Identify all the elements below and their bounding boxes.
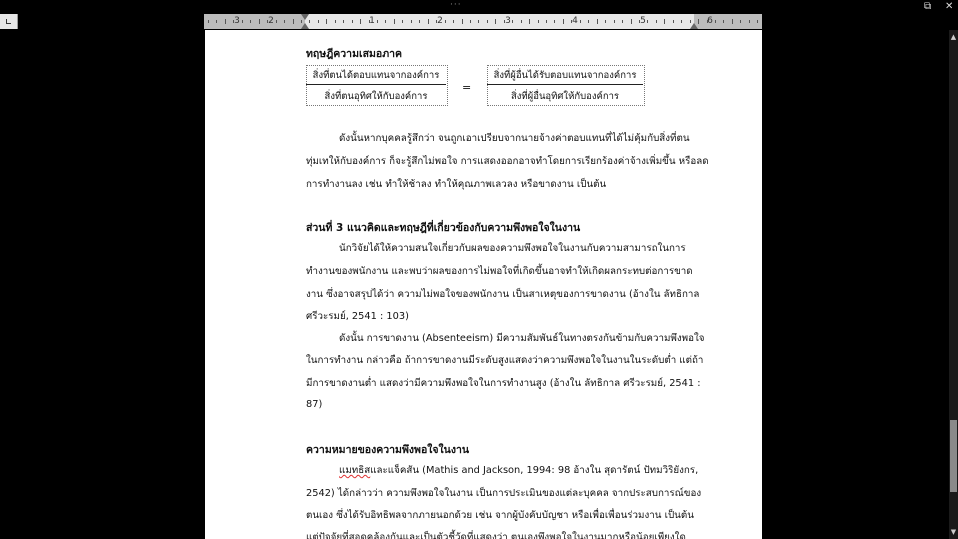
paragraph-line: การทำงานลง เช่น ทำให้ช้าลง ทำให้คุณภาพเลวลง หรือขาดงาน เป็นต้น [306,179,607,190]
right-indent-marker[interactable] [690,23,698,29]
paragraph-line: นักวิจัยได้ให้ความสนใจเกี่ยวกับผลของความพึงพอใจในงานกับความสามารถในการ [339,243,686,254]
document-page[interactable] [205,30,762,539]
window-menu-icon[interactable]: ··· [450,0,462,10]
paragraph-text: และแจ็คสัน (Mathis and Jackson, 1994: 98 อ้างใน สุดารัตน์ ปัทมวิริยังกร, [370,465,699,476]
ruler-left-margin [204,14,305,29]
ruler-tick [521,20,522,23]
horizontal-ruler[interactable] [204,14,762,29]
ruler-tick [495,19,496,24]
ruler-tick [622,20,623,23]
ruler-tick [385,20,386,23]
ruler-right-margin [694,14,762,29]
ruler-tick [335,20,336,23]
ruler-number: 4 [572,16,578,26]
ruler-tick [225,19,226,24]
window-title-bar [0,0,958,13]
ruler-tick [301,20,302,23]
ruler-number: 3 [505,16,511,26]
right-fraction-bar [487,84,643,85]
right-numerator: สิ่งที่ผู้อื่นได้รับตอบแทนจากองค์การ [493,70,637,81]
ruler-tick [588,20,589,23]
ruler-tick [538,20,539,23]
ruler-tick [580,20,581,23]
ruler-tick [419,20,420,23]
paragraph-line: ศรีวะรมย์, 2541 : 103) [306,311,409,322]
ruler-tick [267,20,268,23]
paragraph-line: ในการทำงาน กล่าวคือ ถ้าการขาดงานมีระดับสูงแสดงว่าความพึงพอใจในงานในระดับต่ำ แต่ถ้า [306,355,704,366]
ruler-number: 3 [234,16,240,26]
ruler-tick [436,20,437,23]
scroll-down-icon[interactable]: ▼ [950,528,957,536]
ruler-tick [369,20,370,23]
paragraph-line [339,463,698,478]
left-fraction-bar [306,84,446,85]
paragraph-line: มีการขาดงานต่ำ แสดงว่ามีความพึงพอใจในการทำงานสูง (อ้างใน ลัทธิกาล ศรีวะรมย์, 2541 : [306,378,701,389]
ruler-tick [445,20,446,23]
paragraph-line: ดังนั้นหากบุคคลรู้สึกว่า จนถูกเอาเปรียบจากนายจ้างค่าตอบแทนที่ได้ไม่คุ้มกับสิ่งที่ตน [339,133,690,144]
ruler-number: 5 [640,16,646,26]
left-denominator: สิ่งที่ตนอุทิศให้กับองค์การ [324,91,428,102]
ruler-tick [276,20,277,23]
ruler-tick [546,20,547,23]
ruler-tick [664,19,665,24]
ruler-tick [563,19,564,24]
ruler-tick [377,20,378,23]
meaning-heading: ความหมายของความพึงพอใจในงาน [306,444,470,456]
ruler-tick [504,20,505,23]
paragraph-line: ทุ่มเทให้กับองค์การ ก็จะรู้สึกไม่พอใจ การแสดงออกอาจทำโดยการเรียกร้องค่าจ้างเพิ่มขึ้น หรือลด [306,156,709,167]
ruler-tick [411,20,412,23]
ruler-tick [352,20,353,23]
ruler-tick [690,20,691,23]
ruler-tick [326,19,327,24]
spelling-error-word[interactable]: แมทธิส [339,465,371,476]
ruler-tick [757,20,758,23]
ruler-tick [259,19,260,24]
ruler-tick [571,20,572,23]
ruler-tick [749,20,750,23]
paragraph-line: 2542) ได้กล่าวว่า ความพึงพอใจในงาน เป็นการประเมินของแต่ละบุคคล จากประสบการณ์ของ [306,488,702,499]
paragraph-line: ตนเอง ซึ่งได้รับอิทธิพลจากภายนอกด้วย เช่น จากผู้บังคับบัญชา หรือเพื่อเพื่อนร่วมงาน เป็นต้น [306,510,694,521]
ruler-tick [656,20,657,23]
ruler-number: 2 [268,16,274,26]
ruler-number: 1 [369,16,375,26]
ruler-tick [605,20,606,23]
ruler-tick [478,20,479,23]
ruler-tick [453,20,454,23]
ruler-tick [309,20,310,23]
ruler-tick [293,19,294,24]
ruler-tick [428,19,429,24]
ruler-tick [318,20,319,23]
ruler-tick [614,20,615,23]
left-numerator: สิ่งที่ตนได้ตอบแทนจากองค์การ [312,70,440,81]
ruler-tick [715,20,716,23]
ruler-tick [512,20,513,23]
ruler-tick [647,20,648,23]
ruler-tick [698,19,699,24]
ruler-tick [740,20,741,23]
ruler-tick [394,19,395,24]
ruler-tick [402,20,403,23]
restore-window-icon[interactable]: ⧉ [924,1,932,12]
paragraph-line: แต่ปัจจัยที่สอดคล้องกันและเป็นตัวชี้วัดที่แสดงว่า ตนเองพึงพอใจในงานมากหรือน้อยเพียงใด [306,532,686,539]
ruler-tick [208,20,209,23]
ruler-tick [597,19,598,24]
ruler-number: 6 [707,16,713,26]
paragraph-line: ดังนั้น การขาดงาน (Absenteeism) มีความสัมพันธ์ในทางตรงกันข้ามกับความพึงพอใจ [339,333,705,344]
equals-sign: = [462,81,472,94]
ruler-number: 2 [437,16,443,26]
ruler-tick [284,20,285,23]
paragraph-line: ทำงานของพนักงาน และพบว่าผลของการไม่พอใจที่เกิดขึ้นอาจทำให้เกิดผลกระทบต่อการขาด [306,266,693,277]
ruler-tick [462,19,463,24]
ruler-tick [242,20,243,23]
ruler-tick [639,20,640,23]
left-indent-marker[interactable] [301,23,309,29]
scrollbar-thumb[interactable] [950,420,957,492]
ruler-tick [470,20,471,23]
ruler-tick [233,20,234,23]
ruler-tick [554,20,555,23]
right-denominator: สิ่งที่ผู้อื่นอุทิศให้กับองค์การ [510,91,620,102]
ruler-tick [529,19,530,24]
ruler-tick [250,20,251,23]
theory-heading: ทฤษฎีความเสมอภาค [306,48,403,60]
paragraph-line: งาน ซึ่งอาจสรุปได้ว่า ความไม่พอใจของพนักงาน เป็นสาเหตุของการขาดงาน (อ้างใน ลัทธิกาล [306,289,700,300]
first-line-indent-marker[interactable] [301,14,309,20]
ruler-tick [707,20,708,23]
scroll-up-icon[interactable]: ▲ [950,33,957,41]
section-3-heading: ส่วนที่ 3 แนวคิดและทฤษฎีที่เกี่ยวข้องกับความพึงพอใจในงาน [306,222,581,234]
ruler-tick [723,20,724,23]
ruler-tick [216,20,217,23]
ruler-tick [360,19,361,24]
close-window-icon[interactable]: ✕ [945,1,954,12]
ruler-tick [673,20,674,23]
ruler-tick [343,20,344,23]
paragraph-line: 87) [306,399,323,410]
ruler-tick [487,20,488,23]
ruler-tick [631,19,632,24]
tab-stop-selector[interactable] [0,14,18,29]
ruler-tick [732,19,733,24]
ruler-tick [681,20,682,23]
